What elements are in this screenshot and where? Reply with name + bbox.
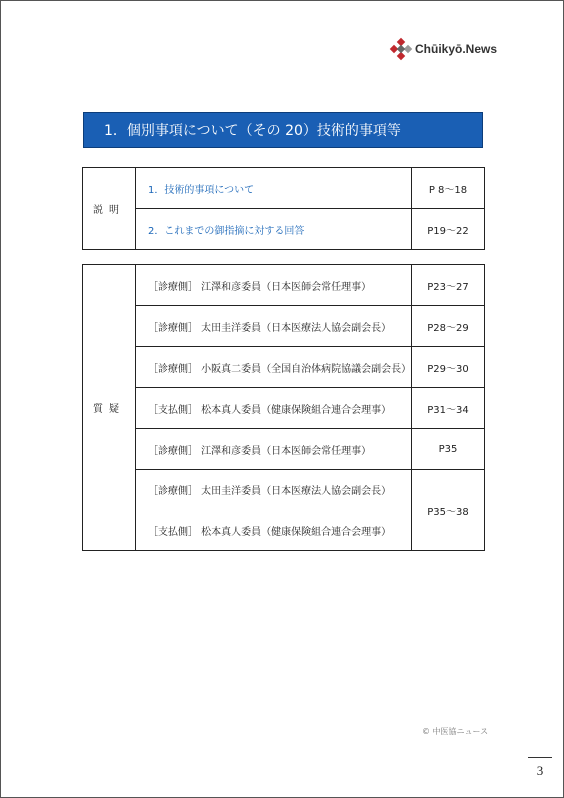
- copyright-notice: © 中医協ニュース: [422, 727, 489, 736]
- questions-table: [82, 264, 485, 551]
- page-range: P35: [412, 429, 485, 470]
- page-range: P 8～18: [412, 168, 485, 209]
- page-range: P23～27: [412, 265, 485, 306]
- questions-label: 質疑: [83, 265, 136, 551]
- table-row: [83, 429, 485, 470]
- logo-text: Chūikyō.News: [415, 42, 498, 56]
- table-row: [83, 470, 485, 551]
- page-range: P35～38: [412, 470, 485, 551]
- question-line: ［支払側］ 松本真人委員（健康保険組合連合会理事）: [148, 527, 392, 538]
- explanation-table: [82, 167, 485, 250]
- table-row: [83, 209, 485, 250]
- diamond-logo-icon: [391, 39, 411, 59]
- table-row: [83, 347, 485, 388]
- page-number-rule: [528, 757, 552, 758]
- question-item-multi: [136, 470, 412, 551]
- page-number: 3: [536, 763, 544, 778]
- question-item: ［診療側］ 江澤和彦委員（日本医師会常任理事）: [136, 265, 412, 306]
- chuikyo-news-logo: [391, 39, 497, 59]
- question-item: ［支払側］ 松本真人委員（健康保険組合連合会理事）: [136, 388, 412, 429]
- question-item: ［診療側］ 江澤和彦委員（日本医師会常任理事）: [136, 429, 412, 470]
- page-range: P29～30: [412, 347, 485, 388]
- table-row: [83, 265, 485, 306]
- question-line: ［診療側］ 太田圭洋委員（日本医療法人協会副会長）: [148, 486, 392, 497]
- table-row: [83, 388, 485, 429]
- table-row: [83, 168, 485, 209]
- question-item: ［診療側］ 小阪真二委員（全国自治体病院協議会副会長）: [136, 347, 412, 388]
- explanation-item: 1．技術的事項について: [136, 168, 412, 209]
- question-item: ［診療側］ 太田圭洋委員（日本医療法人協会副会長）: [136, 306, 412, 347]
- section-title: 1．個別事項について（その 20）技術的事項等: [83, 112, 483, 148]
- explanation-label: 説明: [83, 168, 136, 250]
- explanation-item: 2．これまでの御指摘に対する回答: [136, 209, 412, 250]
- page-range: P28～29: [412, 306, 485, 347]
- page-range: P31～34: [412, 388, 485, 429]
- page-range: P19～22: [412, 209, 485, 250]
- table-row: [83, 306, 485, 347]
